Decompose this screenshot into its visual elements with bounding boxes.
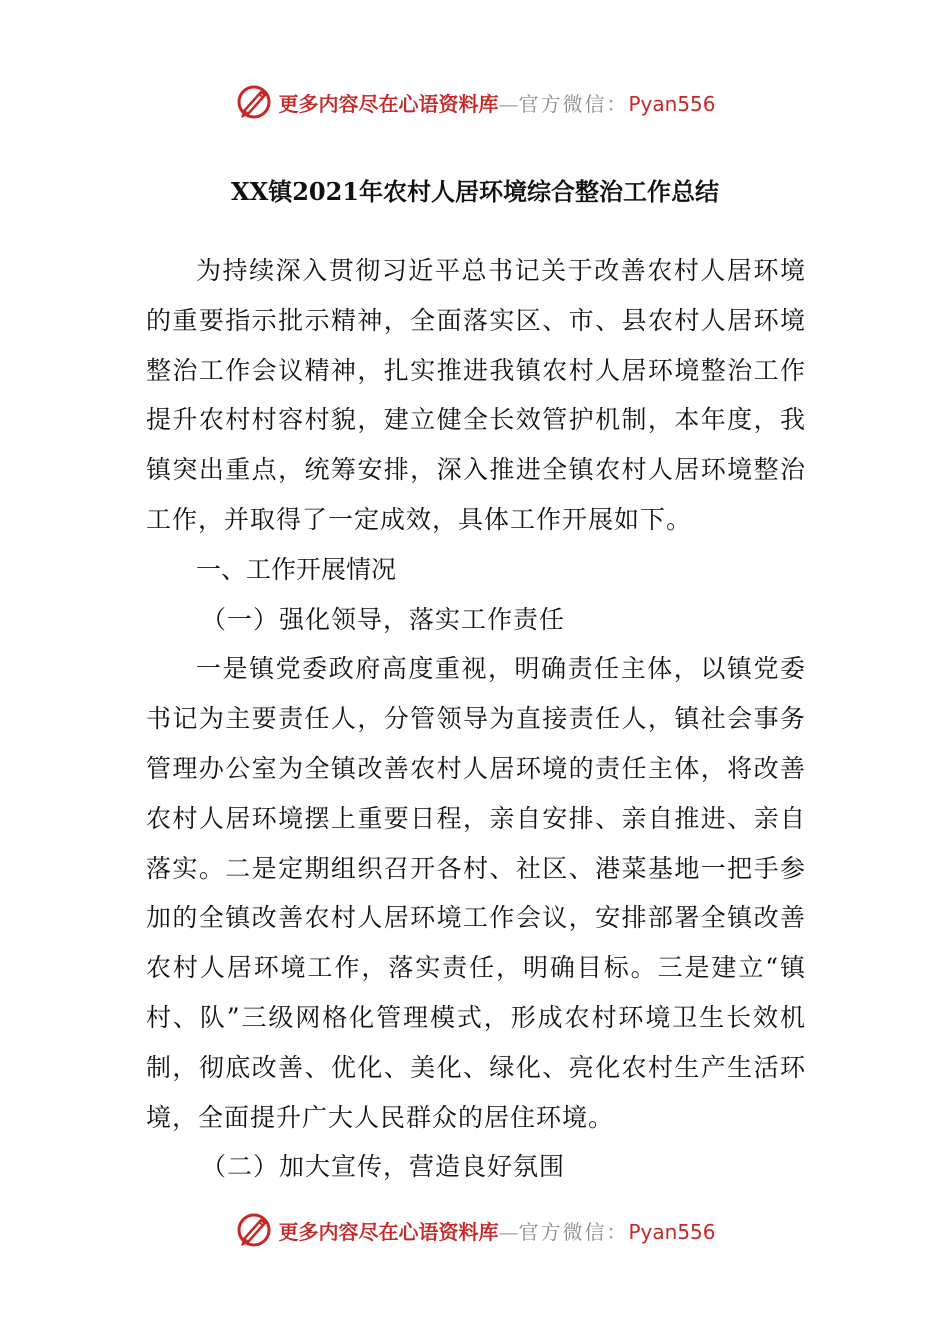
- watermark-separator: —: [498, 1219, 519, 1244]
- watermark-contact-label: 官方微信：: [518, 1219, 629, 1244]
- subsection-heading-1: （一）强化领导，落实工作责任: [201, 604, 566, 634]
- document-body: [146, 246, 806, 1192]
- intro-paragraph: 为持续深入贯彻习近平总书记关于改善农村人居环境的重要指示批示精神，全面落实区、市、县农村人居环境整治工作会议精神，扎实推进我镇农村人居环境整治工作提升农村村容村貌，建立健全长效管护机制，本年度，我镇突出重点，统筹安排，深入推进全镇农村人居环境整治工作，并取得了一定成效，具体工作开展如下。: [146, 256, 806, 534]
- watermark-contact-id: Pyan556: [628, 1219, 716, 1244]
- watermark-brand-text: 更多内容尽在心语资料库: [278, 91, 499, 116]
- watermark-brand-text: 更多内容尽在心语资料库: [278, 1219, 499, 1244]
- pen-circle-logo-icon: [234, 1210, 274, 1250]
- watermark-contact-label: 官方微信：: [518, 91, 629, 116]
- document-title: XX镇2021年农村人居环境综合整治工作总结: [230, 177, 720, 206]
- section-heading-1: 一、工作开展情况: [196, 554, 397, 584]
- watermark-contact-id: Pyan556: [628, 91, 716, 116]
- subsection-1-paragraph: 一是镇党委政府高度重视，明确责任主体，以镇党委书记为主要责任人，分管领导为直接责任人，镇社会事务管理办公室为全镇改善农村人居环境的责任主体，将改善农村人居环境摆上重要日程，亲自安排、亲自推进、亲自落实。二是定期组织召开各村、社区、港菜基地一把手参加的全镇改善农村人居环境工作会议，安排部署全镇改善农村人居环境工作，落实责任，明确目标。三是建立“镇村、队”三级网格化管理模式，形成农村环境卫生长效机制，彻底改善、优化、美化、绿化、亮化农村生产生活环境，全面提升广大人民群众的居住环境。: [146, 654, 806, 1132]
- footer-watermark: [0, 1206, 950, 1254]
- header-watermark: [0, 78, 950, 126]
- subsection-heading-2: （二）加大宣传，营造良好氛围: [201, 1152, 566, 1182]
- watermark-separator: —: [498, 91, 519, 116]
- pen-circle-logo-icon: [234, 82, 274, 122]
